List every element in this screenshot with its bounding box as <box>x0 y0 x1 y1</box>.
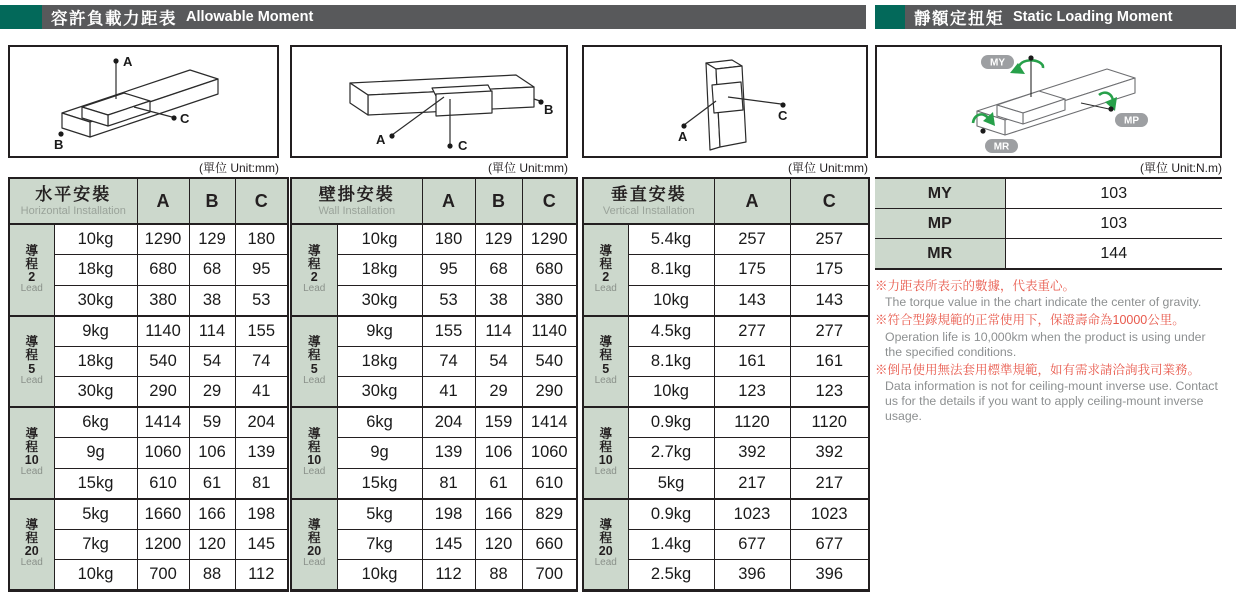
moment-value-cell: 114 <box>189 316 235 347</box>
vertical-installation-diagram <box>582 45 868 158</box>
table-title-cell <box>291 178 422 224</box>
static-moment-drawing <box>877 47 1220 156</box>
moment-value-cell: 677 <box>790 529 869 560</box>
moment-value-cell: 159 <box>475 407 522 438</box>
load-cell: 9g <box>54 438 137 469</box>
moment-value-cell: 680 <box>522 255 577 286</box>
wall-installation-table <box>290 177 578 592</box>
lead-group-label: 導 程 2 Lead <box>583 224 628 316</box>
static-moment-header <box>875 5 1236 29</box>
lead-group-label: 導 程 5 Lead <box>291 316 337 408</box>
moment-value-cell: 217 <box>790 468 869 499</box>
moment-value-cell: 166 <box>475 499 522 530</box>
moment-value-cell: 53 <box>422 285 475 316</box>
load-cell: 30kg <box>54 377 137 408</box>
moment-axis-label: MP <box>875 209 1005 239</box>
moment-value-cell: 38 <box>475 285 522 316</box>
moment-value-cell: 68 <box>189 255 235 286</box>
moment-value-cell: 290 <box>522 377 577 408</box>
point-a-dot <box>113 58 118 63</box>
moment-value-cell: 204 <box>235 407 288 438</box>
moment-value-cell: 123 <box>790 377 869 408</box>
moment-value-cell: 145 <box>235 529 288 560</box>
lead-group-label: 導 程 10 Lead <box>291 407 337 499</box>
unit-label-mm: (單位 Unit:mm) <box>788 161 868 175</box>
moment-value-cell: 155 <box>235 316 288 347</box>
point-c-label: C <box>458 138 468 153</box>
moment-value-cell: 88 <box>475 560 522 591</box>
load-cell: 6kg <box>54 407 137 438</box>
moment-value-cell: 700 <box>522 560 577 591</box>
moment-value-cell: 1200 <box>137 529 189 560</box>
unit-label-mm: (單位 Unit:mm) <box>199 161 279 175</box>
table-row <box>9 407 288 438</box>
lead-group-label: 導 程 10 Lead <box>9 407 54 499</box>
vertical-rail-drawing <box>584 47 866 156</box>
moment-value-cell: 392 <box>790 438 869 469</box>
point-b-label: B <box>54 137 64 152</box>
column-header-b: B <box>189 178 235 224</box>
load-cell: 9kg <box>54 316 137 347</box>
load-cell: 9g <box>337 438 422 469</box>
moment-value-cell: 392 <box>714 438 790 469</box>
moment-value-cell: 204 <box>422 407 475 438</box>
load-cell: 5kg <box>54 499 137 530</box>
moment-value-cell: 161 <box>714 346 790 377</box>
moment-value-cell: 198 <box>235 499 288 530</box>
load-cell: 6kg <box>337 407 422 438</box>
moment-value-cell: 139 <box>422 438 475 469</box>
header-accent-block <box>0 5 42 29</box>
moment-value-cell: 1290 <box>137 224 189 255</box>
moment-value-cell: 1060 <box>137 438 189 469</box>
point-c-dot <box>447 143 452 148</box>
load-cell: 18kg <box>337 346 422 377</box>
moment-value-cell: 396 <box>714 560 790 591</box>
moment-value-cell: 677 <box>714 529 790 560</box>
moment-value-cell: 277 <box>714 316 790 347</box>
note-zh: ※符合型錄規範的正常使用下，保證壽命為10000公里。 <box>875 313 1185 328</box>
moment-value-cell: 61 <box>189 468 235 499</box>
wall-rail-drawing <box>292 47 566 156</box>
load-cell: 2.5kg <box>628 560 714 591</box>
load-cell: 30kg <box>337 285 422 316</box>
load-cell: 0.9kg <box>628 407 714 438</box>
moment-value-cell: 1060 <box>522 438 577 469</box>
moment-value-cell: 38 <box>189 285 235 316</box>
point-b-label: B <box>544 102 554 117</box>
moment-value-cell: 175 <box>790 255 869 286</box>
moment-value-cell: 380 <box>522 285 577 316</box>
point-c-dot <box>171 115 176 120</box>
static-loading-moment-table <box>875 177 1222 270</box>
wall-installation-diagram <box>290 45 568 158</box>
table-row <box>875 239 1222 270</box>
moment-value-cell: 95 <box>235 255 288 286</box>
moment-value-cell: 540 <box>137 346 189 377</box>
moment-value-cell: 54 <box>189 346 235 377</box>
moment-value: 103 <box>1005 178 1222 209</box>
moment-value-cell: 829 <box>522 499 577 530</box>
moment-value-cell: 1140 <box>522 316 577 347</box>
moment-value-cell: 257 <box>714 224 790 255</box>
table-row <box>9 499 288 530</box>
unit-label-nm: (單位 Unit:N.m) <box>1140 161 1222 175</box>
point-a-label: A <box>376 132 386 147</box>
table-title-zh: 壁掛安裝 <box>318 185 395 205</box>
horizontal-installation-diagram <box>8 45 279 158</box>
point-c-label: C <box>778 108 788 123</box>
table-title-en: Vertical Installation <box>602 204 695 217</box>
moment-value-cell: 139 <box>235 438 288 469</box>
table-row <box>583 499 869 530</box>
table-title-cell <box>583 178 714 224</box>
load-cell: 0.9kg <box>628 499 714 530</box>
moment-value-cell: 41 <box>235 377 288 408</box>
table-row <box>875 209 1222 239</box>
moment-value-cell: 1023 <box>790 499 869 530</box>
moment-value-cell: 120 <box>475 529 522 560</box>
header-title-zh: 容許負載力距表 <box>51 10 177 28</box>
load-cell: 30kg <box>54 285 137 316</box>
unit-label-mm: (單位 Unit:mm) <box>488 161 568 175</box>
point-b-dot <box>538 99 543 104</box>
static-moment-diagram <box>875 45 1222 158</box>
moment-value-cell: 180 <box>422 224 475 255</box>
moment-value-cell: 257 <box>790 224 869 255</box>
point-c-dot <box>780 102 785 107</box>
load-cell: 7kg <box>54 529 137 560</box>
lead-group-label: 導 程 20 Lead <box>291 499 337 591</box>
load-cell: 10kg <box>628 377 714 408</box>
mp-axis-dot <box>1108 106 1113 111</box>
moment-value-cell: 41 <box>422 377 475 408</box>
mp-label: MP <box>1124 115 1139 127</box>
column-header-a: A <box>422 178 475 224</box>
load-cell: 2.7kg <box>628 438 714 469</box>
moment-value-cell: 166 <box>189 499 235 530</box>
moment-value-cell: 175 <box>714 255 790 286</box>
moment-value-cell: 143 <box>790 285 869 316</box>
my-label: MY <box>990 57 1005 69</box>
moment-value-cell: 155 <box>422 316 475 347</box>
moment-value-cell: 68 <box>475 255 522 286</box>
note-en: Data information is not for ceiling-mount inverse use. Contact us for the details if you want to apply ceiling-mount inverse usage. <box>885 378 1218 423</box>
table-title-zh: 垂直安裝 <box>610 185 687 205</box>
table-title-en: Wall Installation <box>318 204 396 217</box>
table-row <box>291 316 577 347</box>
table-row <box>291 499 577 530</box>
moment-value-cell: 1023 <box>714 499 790 530</box>
moment-value-cell: 1140 <box>137 316 189 347</box>
table-row <box>291 224 577 255</box>
lead-group-label: 導 程 20 Lead <box>9 499 54 591</box>
moment-value-cell: 610 <box>522 468 577 499</box>
moment-value-cell: 660 <box>522 529 577 560</box>
moment-value-cell: 106 <box>475 438 522 469</box>
header-title-zh: 靜額定扭矩 <box>914 10 1004 28</box>
moment-value-cell: 29 <box>189 377 235 408</box>
moment-value-cell: 120 <box>189 529 235 560</box>
moment-value-cell: 59 <box>189 407 235 438</box>
header-title-en: Static Loading Moment <box>1013 9 1173 25</box>
point-a-dot <box>389 133 394 138</box>
moment-axis-label: MY <box>875 178 1005 209</box>
load-cell: 5.4kg <box>628 224 714 255</box>
moment-value-cell: 198 <box>422 499 475 530</box>
moment-value-cell: 74 <box>235 346 288 377</box>
moment-value-cell: 1414 <box>137 407 189 438</box>
moment-value-cell: 95 <box>422 255 475 286</box>
moment-value: 144 <box>1005 239 1222 270</box>
load-cell: 30kg <box>337 377 422 408</box>
moment-value-cell: 129 <box>189 224 235 255</box>
moment-value-cell: 380 <box>137 285 189 316</box>
load-cell: 4.5kg <box>628 316 714 347</box>
lead-group-label: 導 程 20 Lead <box>583 499 628 591</box>
moment-value-cell: 1290 <box>522 224 577 255</box>
point-c-label: C <box>180 111 190 126</box>
mr-label: MR <box>993 141 1010 153</box>
horizontal-rail-drawing <box>10 47 277 156</box>
load-cell: 10kg <box>54 224 137 255</box>
column-header-b: B <box>475 178 522 224</box>
moment-value-cell: 112 <box>422 560 475 591</box>
table-row <box>583 224 869 255</box>
moment-value-cell: 610 <box>137 468 189 499</box>
moment-value-cell: 114 <box>475 316 522 347</box>
column-header-c: C <box>522 178 577 224</box>
moment-value-cell: 61 <box>475 468 522 499</box>
load-cell: 18kg <box>337 255 422 286</box>
moment-value-cell: 700 <box>137 560 189 591</box>
moment-value-cell: 54 <box>475 346 522 377</box>
moment-value-cell: 217 <box>714 468 790 499</box>
moment-value-cell: 1660 <box>137 499 189 530</box>
moment-value: 103 <box>1005 209 1222 239</box>
point-a-label: A <box>123 54 133 69</box>
load-cell: 5kg <box>628 468 714 499</box>
column-header-a: A <box>137 178 189 224</box>
table-title-zh: 水平安裝 <box>35 185 112 205</box>
moment-value-cell: 143 <box>714 285 790 316</box>
table-title-en: Horizontal Installation <box>20 204 126 217</box>
load-cell: 10kg <box>337 560 422 591</box>
point-a-dot <box>681 123 686 128</box>
moment-value-cell: 1120 <box>790 407 869 438</box>
table-row <box>9 224 288 255</box>
lead-group-label: 導 程 2 Lead <box>291 224 337 316</box>
load-cell: 5kg <box>337 499 422 530</box>
lead-group-label: 導 程 2 Lead <box>9 224 54 316</box>
load-cell: 18kg <box>54 346 137 377</box>
point-b-dot <box>58 131 63 136</box>
load-cell: 9kg <box>337 316 422 347</box>
load-cell: 15kg <box>337 468 422 499</box>
point-a-label: A <box>678 129 688 144</box>
moment-value-cell: 1414 <box>522 407 577 438</box>
moment-value-cell: 680 <box>137 255 189 286</box>
moment-axis-label: MR <box>875 239 1005 270</box>
moment-value-cell: 123 <box>714 377 790 408</box>
lead-group-label: 導 程 5 Lead <box>9 316 54 408</box>
moment-value-cell: 88 <box>189 560 235 591</box>
horizontal-installation-table <box>8 177 289 592</box>
moment-value-cell: 112 <box>235 560 288 591</box>
my-axis-dot <box>1028 55 1033 60</box>
table-title-cell <box>9 178 137 224</box>
load-cell: 10kg <box>54 560 137 591</box>
moment-value-cell: 277 <box>790 316 869 347</box>
vertical-installation-table <box>582 177 870 592</box>
moment-value-cell: 81 <box>235 468 288 499</box>
load-cell: 15kg <box>54 468 137 499</box>
moment-value-cell: 1120 <box>714 407 790 438</box>
header-title-en: Allowable Moment <box>186 9 314 25</box>
mr-axis-dot <box>980 128 985 133</box>
moment-value-cell: 290 <box>137 377 189 408</box>
load-cell: 8.1kg <box>628 346 714 377</box>
moment-value-cell: 29 <box>475 377 522 408</box>
table-row <box>9 316 288 347</box>
load-cell: 10kg <box>337 224 422 255</box>
note-en: Operation life is 10,000km when the product is using under the specified conditions. <box>885 329 1206 359</box>
allowable-moment-header <box>0 5 866 29</box>
header-accent-block <box>875 5 905 29</box>
moment-value-cell: 180 <box>235 224 288 255</box>
lead-group-label: 導 程 5 Lead <box>583 316 628 408</box>
moment-value-cell: 74 <box>422 346 475 377</box>
load-cell: 18kg <box>54 255 137 286</box>
column-header-c: C <box>235 178 288 224</box>
moment-value-cell: 396 <box>790 560 869 591</box>
load-cell: 7kg <box>337 529 422 560</box>
footnotes <box>875 276 1225 424</box>
moment-value-cell: 145 <box>422 529 475 560</box>
load-cell: 8.1kg <box>628 255 714 286</box>
column-header-c: C <box>790 178 869 224</box>
column-header-a: A <box>714 178 790 224</box>
load-cell: 1.4kg <box>628 529 714 560</box>
note-zh: ※倒吊使用無法套用標準規範，如有需求請洽詢我司業務。 <box>875 362 1201 377</box>
lead-group-label: 導 程 10 Lead <box>583 407 628 499</box>
moment-value-cell: 161 <box>790 346 869 377</box>
table-row <box>875 178 1222 209</box>
note-en: The torque value in the chart indicate the center of gravity. <box>885 295 1202 310</box>
moment-value-cell: 540 <box>522 346 577 377</box>
load-cell: 10kg <box>628 285 714 316</box>
table-row <box>583 407 869 438</box>
moment-value-cell: 106 <box>189 438 235 469</box>
note-zh: ※力距表所表示的數據，代表重心。 <box>875 279 1076 293</box>
moment-value-cell: 81 <box>422 468 475 499</box>
table-row <box>291 407 577 438</box>
moment-value-cell: 129 <box>475 224 522 255</box>
moment-value-cell: 53 <box>235 285 288 316</box>
table-row <box>583 316 869 347</box>
